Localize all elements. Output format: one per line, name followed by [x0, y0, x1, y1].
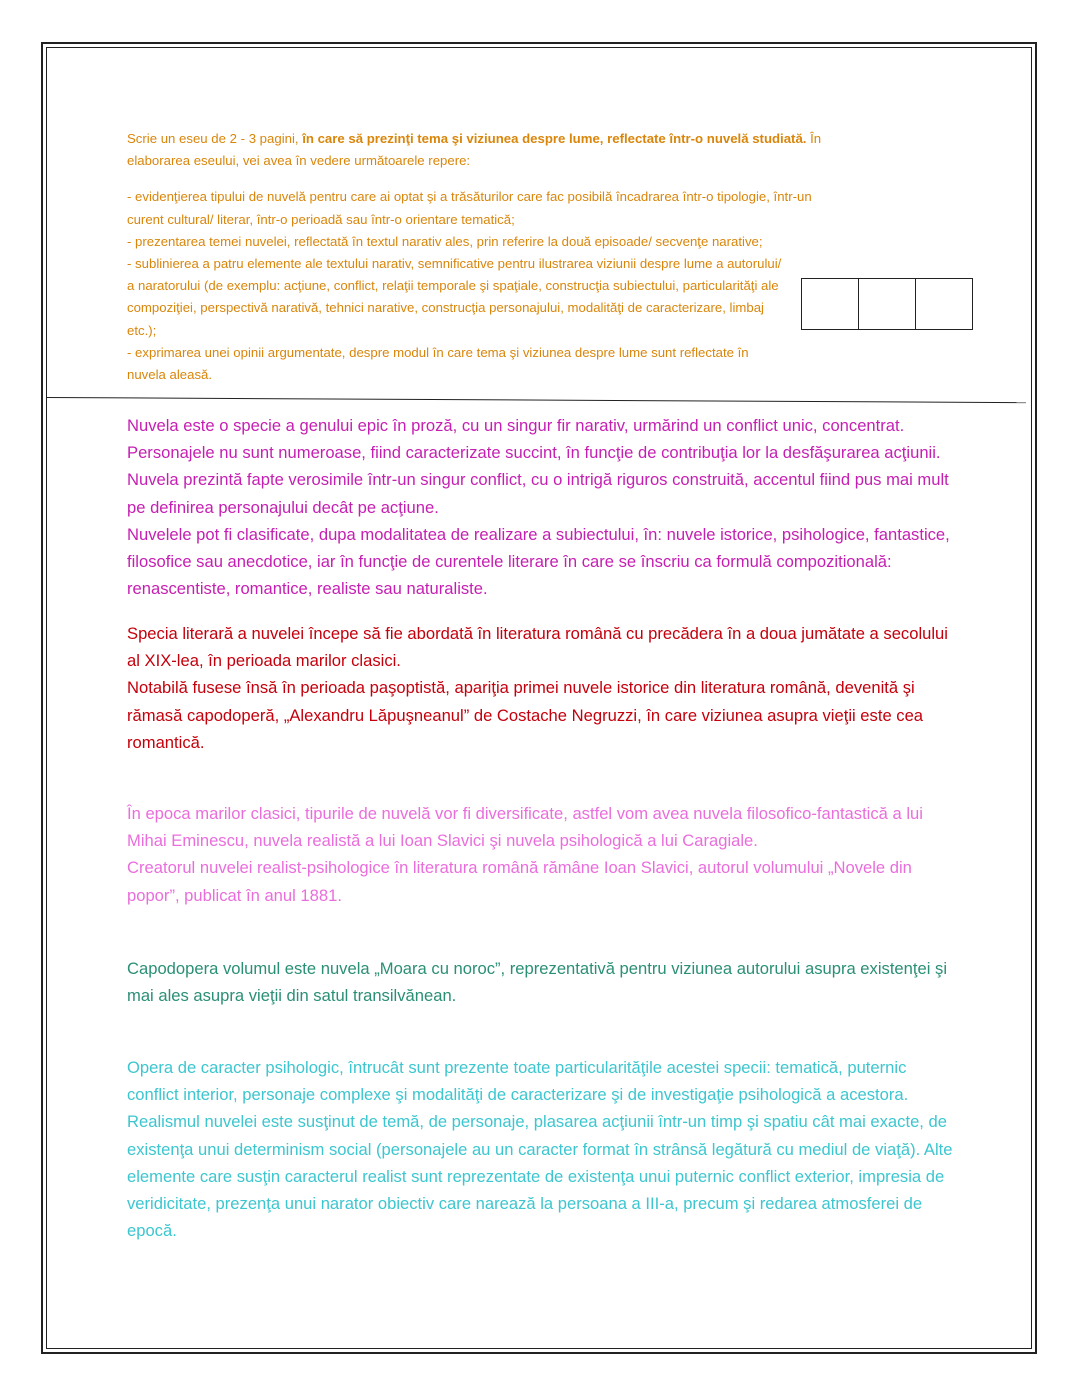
score-box: [858, 278, 916, 330]
exam-instructions: [127, 128, 847, 386]
instructions-intro: [127, 128, 847, 172]
paragraph-text: Opera de caracter psihologic, întrucât sunt prezente toate particularităţile acestei specii: tematică, puternic conflict interior, personaje complexe şi modalităţi de caracterizare şi de investigaţie psihologică a acestora. Realismul nuvelei este susţinut de temă, de personaje, plasarea acţiunii într-un timp şi spatiu cât mai exacte, de existenţa unui determinism social (personajele au un caracter format în strânsă legătură cu mediul de viaţă). Alte elemente care susţin caracterul realist sunt reprezentate de existenţa unui puternic conflict exterior, impresia de veridicitate, prezenţa unui narator obiectiv care narează la persoana a III-a, precum şi redarea atmosferei de epocă.: [127, 1058, 953, 1241]
essay-paragraph-psychological: [127, 1054, 957, 1244]
intro-bold-text: în care să prezinţi tema şi viziunea despre lume, reflectate într-o nuvelă studiată.: [302, 131, 807, 146]
essay-paragraph-definition: [127, 412, 957, 602]
instruction-item: - evidenţierea tipului de nuvelă pentru care ai optat şi a trăsăturilor care fac posibilă încadrarea într-o tipologie, într-un curent cultural/ literar, într-o perioadă sau într-o orientare tematică;: [127, 189, 812, 227]
paragraph-text: În epoca marilor clasici, tipurile de nuvelă vor fi diversificate, astfel vom avea nuvela filosofico-fantastică a lui Mihai Eminescu, nuvela realistă a lui Ioan Slavici şi nuvela psihologică a lui Caragiale.: [127, 804, 923, 851]
intro-text: Scrie un eseu de 2 - 3 pagini,: [127, 131, 303, 146]
intro-text-continued: În elaborarea eseului, vei avea în vedere următoarele repere:: [127, 131, 822, 169]
paragraph-text: Nuvela este o specie a genului epic în proză, cu un singur fir narativ, urmărind un conflict unic, concentrat. Personajele nu sunt numeroase, fiind caracterizate succint, în funcţie de contribuţia lor la desfăşurarea acţiunii. Nuvela prezintă fapte verosimile într-un singur conflict, cu o intrigă riguros construită, accentul fiind pus mai mult pe definirea personajului decât pe acţiune.: [127, 416, 949, 517]
paragraph-text: Notabilă fusese însă în perioada paşoptistă, apariţia primei nuvele istorice din literatura română, devenită şi rămasă capodoperă, „Alexandru Lăpuşneanul” de Costache Negruzzi, în care viziunea asupra vieţii este cea romantică.: [127, 678, 924, 752]
paragraph-text: Nuvelele pot fi clasificate, dupa modalitatea de realizare a subiectului, în: nuvele istorice, psihologice, fantastice, filosofice sau anecdotice, iar în funcţie de curentele literare în care se înscriu ca formulă compozitională: renascentiste, romantice, realiste sau naturaliste.: [127, 524, 950, 599]
score-box: [915, 278, 973, 330]
score-boxes: [801, 278, 973, 330]
instruction-item: - exprimarea unei opinii argumentate, despre modul în care tema şi viziunea despre lume sunt reflectate în nuvela aleasă.: [127, 344, 749, 383]
paragraph-text: Capodopera volumul este nuvela „Moara cu noroc”, reprezentativă pentru viziunea autorului asupra existenţei şi mai ales asupra vieţii din satul transilvănean.: [127, 959, 948, 1006]
essay-paragraph-history: [127, 620, 957, 756]
instruction-item: - sublinierea a patru elemente ale textului narativ, semnificative pentru ilustrarea viziunii despre lume a autorului/ a naratorului (de exemplu: acţiune, conflict, relaţii temporale şi spaţiale, construcţia subiectului, particularităţi ale compoziţiei, perspectivă narativă, tehnici narative, construcţia personajului, modalităţi de caracterizare, limbaj etc.);: [127, 256, 782, 338]
paragraph-text: Creatorul nuvelei realist-psihologice în literatura română rămâne Ioan Slavici, autorul volumului „Novele din popor”, publicat în anul 1881.: [127, 858, 912, 905]
essay-paragraph-classics: [127, 800, 957, 909]
essay-paragraph-masterpiece: [127, 955, 957, 1009]
paragraph-text: Specia literară a nuvelei începe să fie abordată în literatura română cu precădera în a doua jumătate a secolului al XIX-lea, în perioada marilor clasici.: [127, 624, 948, 671]
score-box: [801, 278, 859, 330]
instruction-item: - prezentarea temei nuvelei, reflectată în textul narativ ales, prin referire la două episoade/ secvenţe narative;: [127, 233, 763, 249]
